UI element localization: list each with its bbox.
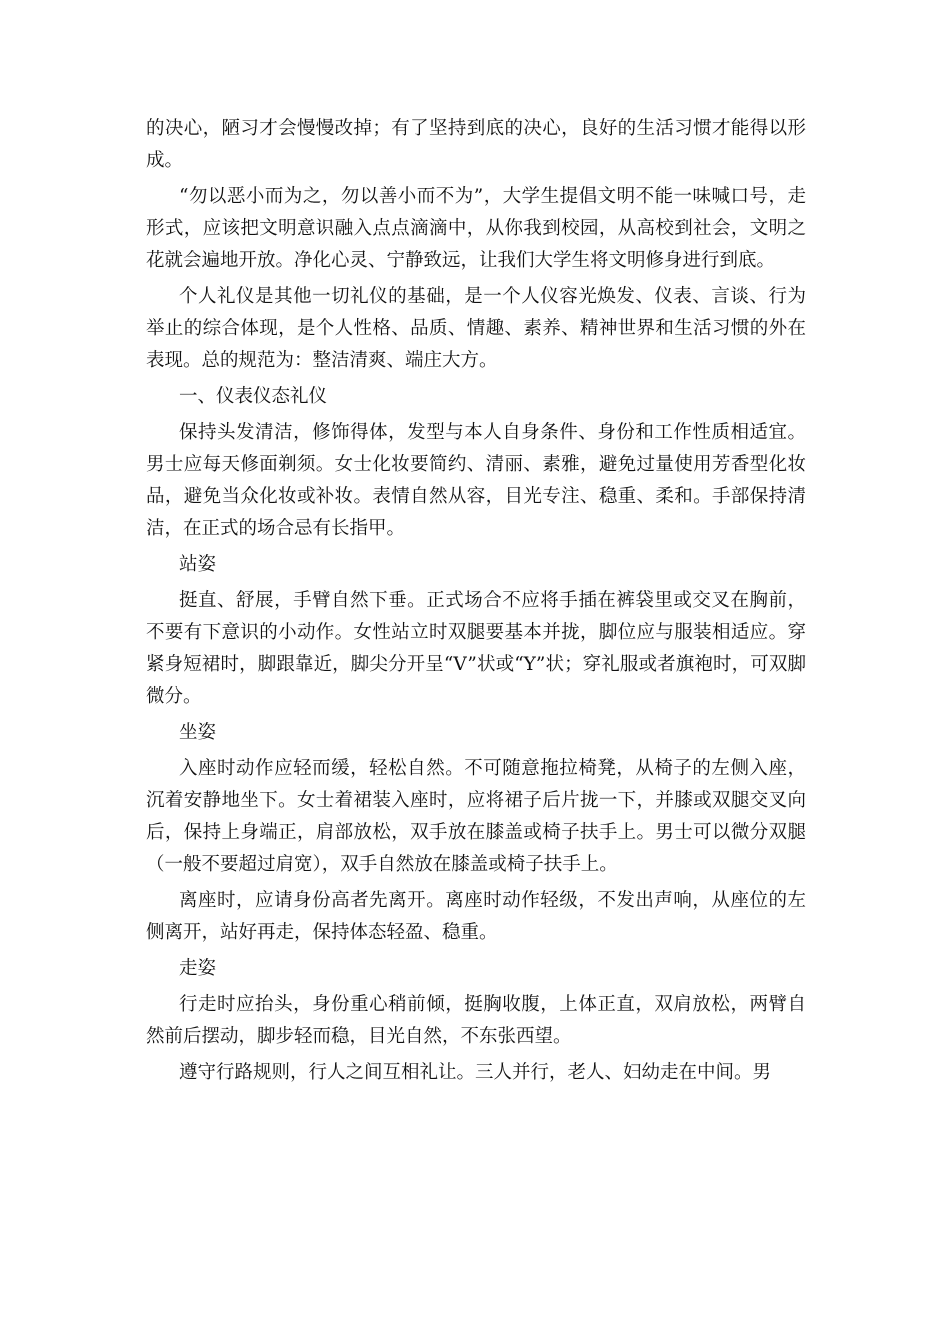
paragraph-continued: 的决心，陋习才会慢慢改掉；有了坚持到底的决心，良好的生活习惯才能得以形成。 bbox=[146, 118, 806, 171]
paragraph-leaving-seat: 离座时，应请身份高者先离开。离座时动作轻级，不发出声响，从座位的左侧离开，站好再走，保持体态轻盈、稳重。 bbox=[146, 890, 806, 943]
section-heading-appearance: 一、仪表仪态礼仪 bbox=[179, 386, 328, 407]
subheading-standing: 站姿 bbox=[179, 554, 217, 575]
paragraph-walking: 行走时应抬头，身份重心稍前倾，挺胸收腹，上体正直，双肩放松，两臂自然前后摆动，脚步轻而稳，目光自然，不东张西望。 bbox=[146, 994, 806, 1047]
document-body bbox=[146, 113, 806, 1093]
paragraph-grooming: 保持头发清洁，修饰得体，发型与本人自身条件、身份和工作性质相适宜。男士应每天修面剃须。女士化妆要简约、清丽、素雅，避免过量使用芳香型化妆品，避免当众化妆或补妆。表情自然从容，目光专注、稳重、柔和。手部保持清洁，在正式的场合忌有长指甲。 bbox=[146, 422, 806, 539]
paragraph-civility-quote: “勿以恶小而为之，勿以善小而不为”，大学生提倡文明不能一味喊口号，走形式，应该把文明意识融入点点滴滴中，从你我到校园，从高校到社会，文明之花就会遍地开放。净化心灵、宁静致远，让我们大学生将文明修身进行到底。 bbox=[146, 186, 806, 271]
paragraph-personal-etiquette: 个人礼仪是其他一切礼仪的基础，是一个人仪容光焕发、仪表、言谈、行为举止的综合体现，是个人性格、品质、情趣、素养、精神世界和生活习惯的外在表现。总的规范为：整洁清爽、端庄大方。 bbox=[146, 286, 806, 371]
paragraph-traffic-rules: 遵守行路规则，行人之间互相礼让。三人并行，老人、妇幼走在中间。男 bbox=[179, 1062, 772, 1083]
paragraph-standing: 挺直、舒展，手臂自然下垂。正式场合不应将手插在裤袋里或交叉在胸前，不要有下意识的小动作。女性站立时双腿要基本并拢，脚位应与服装相适应。穿紧身短裙时，脚跟靠近，脚尖分开呈“V”状或“Y”状；穿礼服或者旗袍时，可双脚微分。 bbox=[146, 590, 806, 707]
subheading-sitting: 坐姿 bbox=[179, 722, 217, 743]
subheading-walking: 走姿 bbox=[179, 958, 217, 979]
paragraph-sitting: 入座时动作应轻而缓，轻松自然。不可随意拖拉椅凳，从椅子的左侧入座，沉着安静地坐下。女士着裙装入座时，应将裙子后片拢一下，并膝或双腿交叉向后，保持上身端正，肩部放松，双手放在膝盖或椅子扶手上。男士可以微分双腿（一般不要超过肩宽），双手自然放在膝盖或椅子扶手上。 bbox=[146, 758, 806, 875]
